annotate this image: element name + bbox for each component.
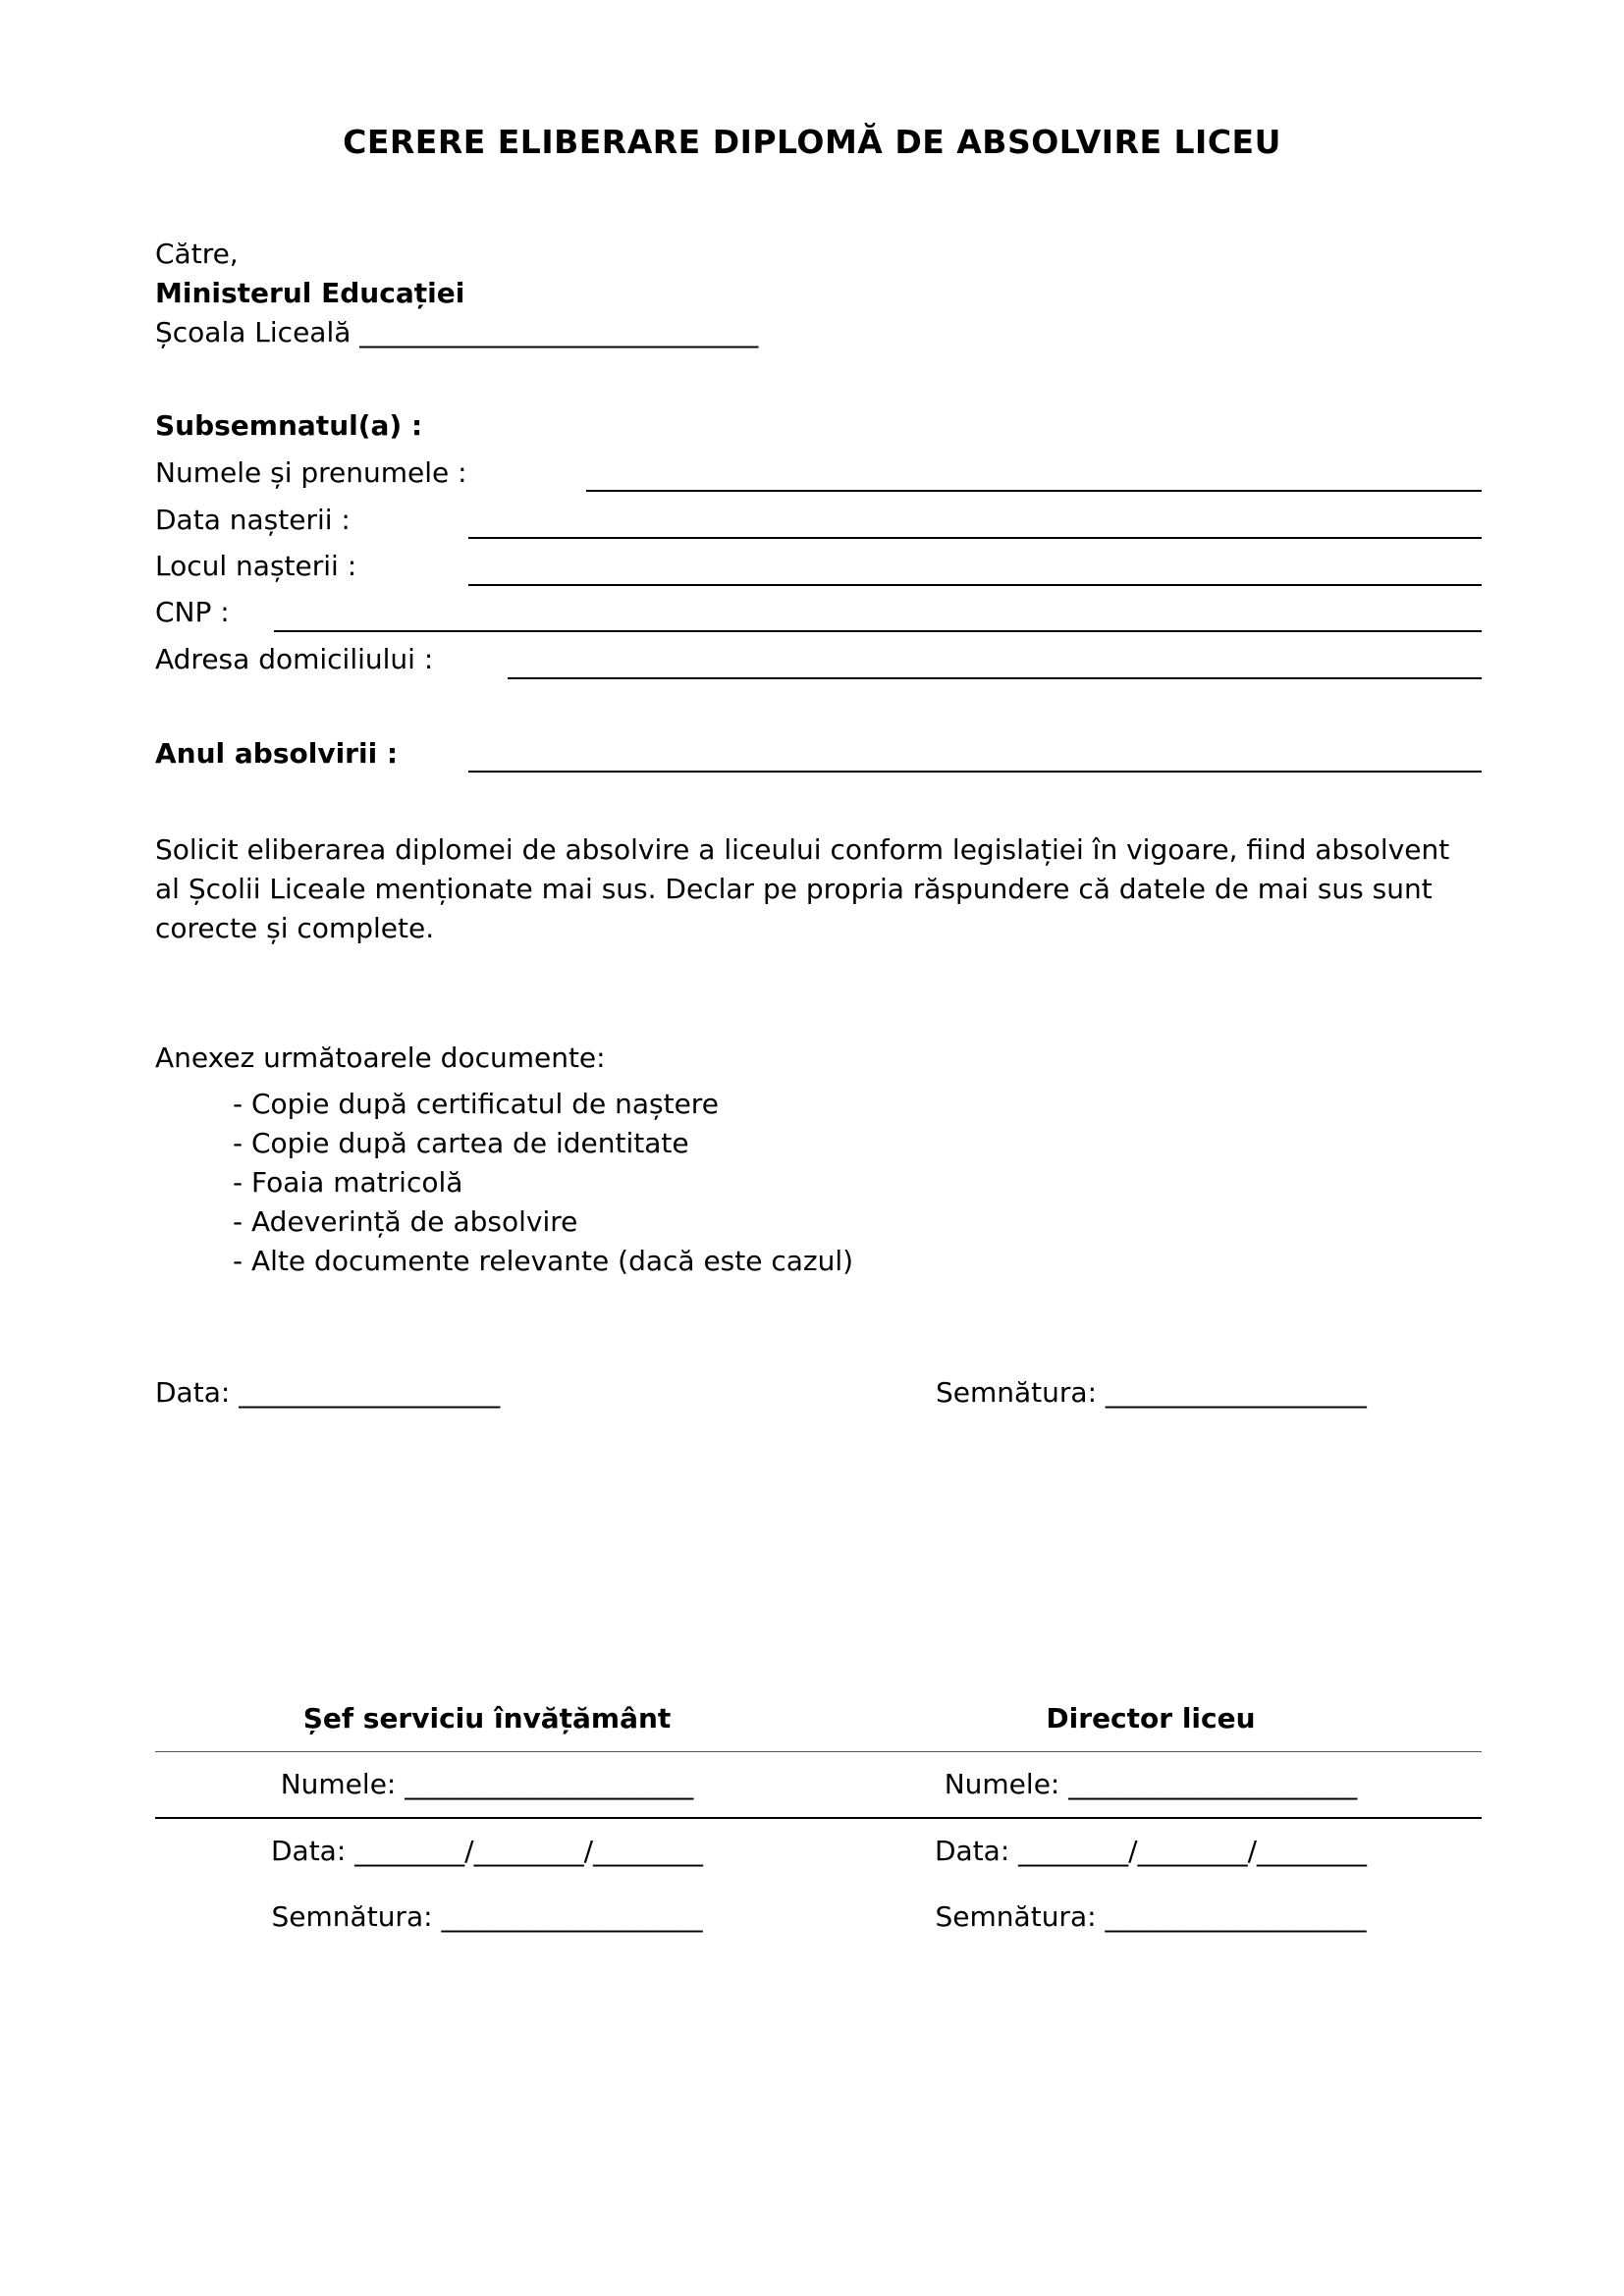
field-line-name[interactable] [586, 490, 1482, 492]
approval-right-heading: Director liceu [1046, 1702, 1256, 1735]
addressee-to: Către, [155, 238, 239, 270]
graduation-year-label: Anul absolvirii : [155, 737, 399, 770]
applicant-date[interactable]: Data: ___________________ [155, 1376, 501, 1409]
approval-left-date[interactable]: Data: ________/________/________ [270, 1835, 704, 1867]
field-label-address: Adresa domiciliului : [155, 643, 434, 675]
attachment-item: - Alte documente relevante (dacă este cazul) [233, 1245, 854, 1277]
approval-divider-top [155, 1751, 1482, 1752]
approval-left-heading: Șef serviciu învățământ [302, 1702, 672, 1735]
field-line-birthdate[interactable] [468, 537, 1482, 539]
field-label-birthdate: Data nașterii : [155, 504, 351, 536]
approval-right-name[interactable]: Numele: _____________________ [944, 1768, 1358, 1800]
attachments-intro: Anexez următoarele documente: [155, 1041, 606, 1074]
approval-left-name[interactable]: Numele: _____________________ [280, 1768, 694, 1800]
approval-divider-bottom [155, 1817, 1482, 1819]
field-line-cnp[interactable] [274, 630, 1482, 632]
applicant-heading: Subsemnatul(a) : [155, 409, 423, 442]
approval-left-signature[interactable]: Semnătura: ___________________ [271, 1900, 703, 1933]
addressee-school: Școala Liceală _____________________________ [155, 316, 759, 348]
addressee-ministry: Ministerul Educației [155, 277, 465, 309]
field-label-name: Numele și prenumele : [155, 456, 467, 489]
attachment-item: - Adeverință de absolvire [233, 1205, 578, 1238]
attachment-item: - Copie după cartea de identitate [233, 1127, 689, 1159]
request-paragraph: Solicit eliberarea diplomei de absolvire a liceului conform legislației în vigoare, fiind absolvent al Școlii Liceale menționate mai sus. Declar pe propria răspundere că datele de mai sus sunt corecte și complete. [155, 833, 1450, 944]
field-line-address[interactable] [508, 677, 1482, 679]
attachment-item: - Copie după certificatul de naștere [233, 1088, 719, 1120]
field-label-cnp: CNP : [155, 596, 230, 628]
document-title: CERERE ELIBERARE DIPLOMĂ DE ABSOLVIRE LICEU [343, 123, 1281, 161]
field-line-birthplace[interactable] [468, 584, 1482, 586]
graduation-year-line[interactable] [468, 771, 1482, 773]
field-label-birthplace: Locul nașterii : [155, 550, 357, 582]
attachment-item: - Foaia matricolă [233, 1166, 463, 1199]
applicant-signature[interactable]: Semnătura: ___________________ [936, 1376, 1367, 1409]
approval-right-signature[interactable]: Semnătura: ___________________ [935, 1900, 1367, 1933]
approval-right-date[interactable]: Data: ________/________/________ [934, 1835, 1368, 1867]
